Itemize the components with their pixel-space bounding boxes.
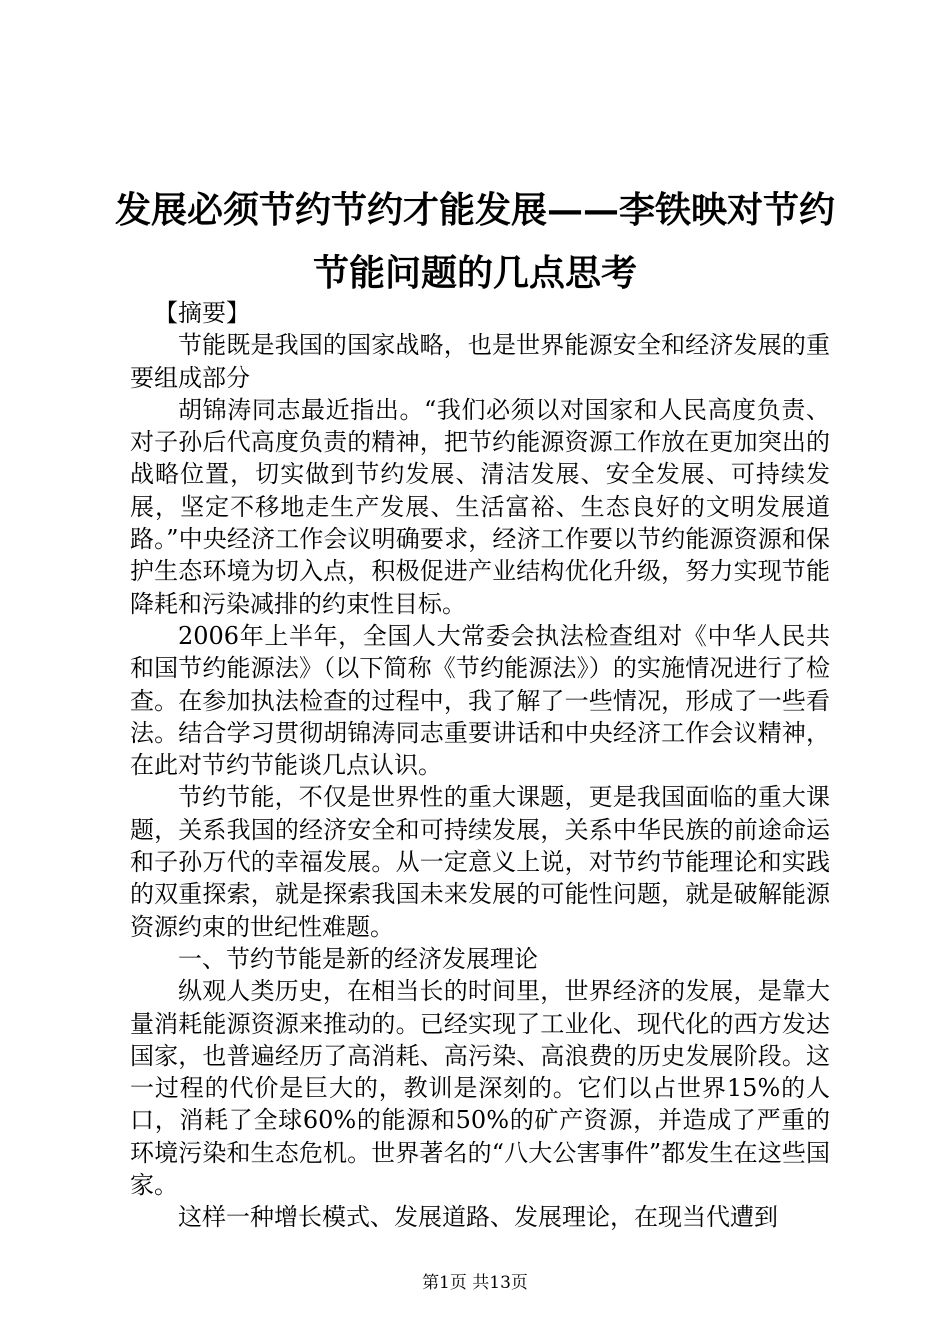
paragraph-1: 节能既是我国的国家战略，也是世界能源安全和经济发展的重要组成部分 — [130, 331, 830, 392]
paragraph-6: 这样一种增长模式、发展道路、发展理论，在现当代遭到 — [178, 1203, 778, 1232]
title-line-1: 发展必须节约节约才能发展——李铁映对节约 — [114, 189, 835, 231]
page-footer: 第1页 共13页 — [422, 1273, 528, 1293]
title-line-2: 节能问题的几点思考 — [312, 252, 637, 294]
paragraph-5: 纵观人类历史，在相当长的时间里，世界经济的发展，是靠大量消耗能源资源来推动的。已经实现了工业化、现代化的西方发达国家，也普遍经历了高消耗、高污染、高浪费的历史发展阶段。这一过程的代价是巨大的，教训是深刻的。它们以占世界15%的人口，消耗了全球60%的能源和50%的矿产资源，并造成了严重的环境污染和生态危机。世界著名的“八大公害事件”都发生在这些国家。 — [130, 977, 830, 1200]
paragraph-4: 节约节能，不仅是世界性的重大课题，更是我国面临的重大课题，关系我国的经济安全和可持续发展，关系中华民族的前途命运和子孙万代的幸福发展。从一定意义上说，对节约节能理论和实践的双重探索，就是探索我国未来发展的可能性问题，就是破解能源资源约束的世纪性难题。 — [130, 783, 830, 941]
document-body — [130, 297, 830, 1234]
paragraph-3: 2006年上半年，全国人大常委会执法检查组对《中华人民共和国节约能源法》（以下简称《节约能源法》）的实施情况进行了检查。在参加执法检查的过程中，我了解了一些情况，形成了一些看法。结合学习贯彻胡锦涛同志重要讲话和中央经济工作会议精神，在此对节约节能谈几点认识。 — [130, 621, 830, 780]
section-heading-1: 一、节约节能是新的经济发展理论 — [178, 944, 538, 973]
abstract-label: 【摘要】 — [154, 299, 250, 327]
paragraph-2: 胡锦涛同志最近指出。“我们必须以对国家和人民高度负责、对子孙后代高度负责的精神，把节约能源资源工作放在更加突出的战略位置，切实做到节约发展、清洁发展、安全发展、可持续发展，坚定不移地走生产发展、生活富裕、生态良好的文明发展道路。”中央经济工作会议明确要求，经济工作要以节约能源资源和保护生态环境为切入点，积极促进产业结构优化升级，努力实现节能降耗和污染减排的约束性目标。 — [130, 395, 830, 618]
